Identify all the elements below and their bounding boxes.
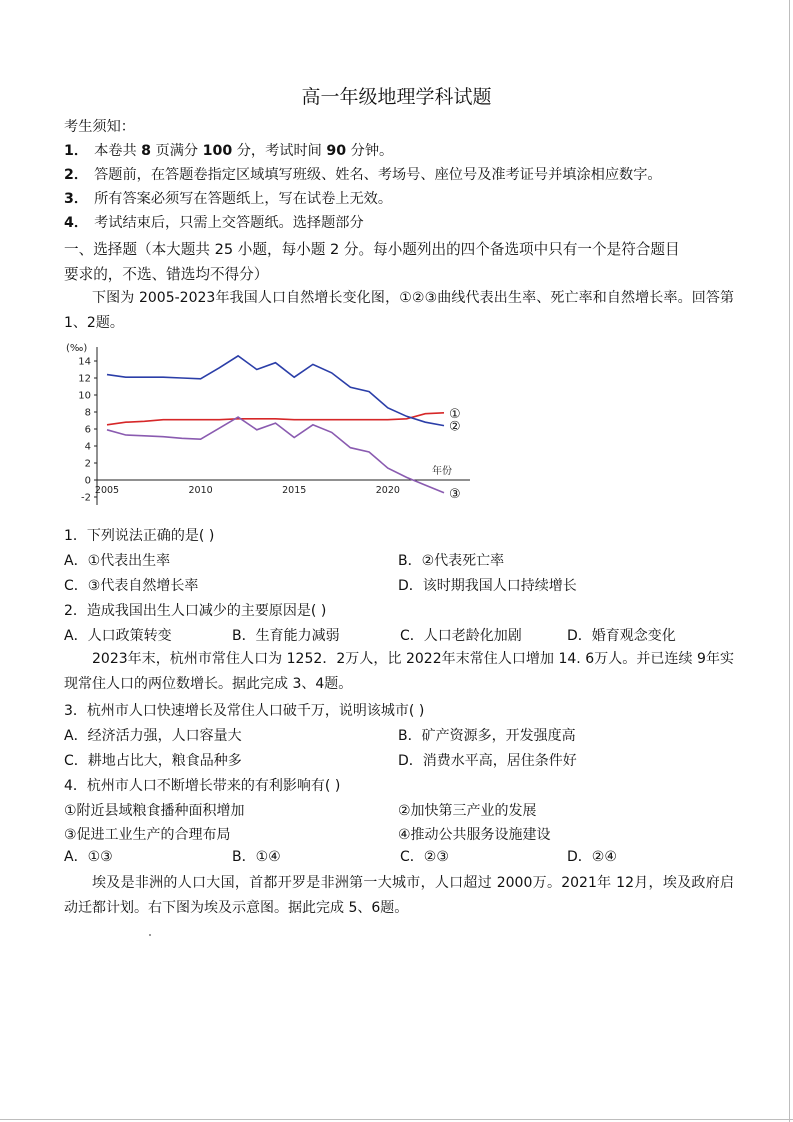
y-tick-label: 12 (78, 373, 91, 385)
question-3-option-d[interactable]: D．消费水平高，居住条件好 (398, 753, 577, 769)
x-axis-title: 年份 (432, 466, 452, 477)
y-tick-label: 10 (78, 390, 91, 402)
question-1-option-c[interactable]: C．③代表自然增长率 (64, 578, 199, 594)
question-4-option-c[interactable]: C．②③ (400, 849, 449, 865)
question-4-option-a[interactable]: A．①③ (64, 849, 113, 865)
question-2-option-c[interactable]: C．人口老龄化加剧 (400, 628, 522, 644)
notice-text: 答题前，在答题卷指定区域填写班级、姓名、考场号、座位号及准考证号并填涂相应数字。 (94, 167, 662, 183)
x-tick-label: 2005 (94, 485, 120, 496)
notice-text: 页满分 (151, 143, 203, 159)
section-heading-line2: 要求的，不选、错选均不得分） (64, 266, 269, 283)
y-tick-label: 2 (84, 458, 91, 470)
question-2-option-d[interactable]: D．婚育观念变化 (567, 628, 676, 644)
notice-item-3 (64, 188, 392, 208)
series-line-2 (107, 356, 444, 426)
question-4-option-b[interactable]: B．①④ (232, 849, 281, 865)
notice-item-1 (64, 140, 393, 160)
question-1-option-b[interactable]: B．②代表死亡率 (398, 553, 505, 569)
y-axis-unit-label: (‰) (66, 343, 88, 354)
notice-bold-value: 90 (326, 143, 347, 159)
x-tick-label: 2015 (282, 485, 307, 496)
intro-paragraph-1: 下图为 2005-2023年我国人口自然增长变化图，①②③曲线代表出生率、死亡率和自然增长率。回答第 1、2题。 (64, 290, 734, 331)
notice-text: 本卷共 (94, 143, 142, 159)
notice-text: 所有答案必须写在答题纸上，写在试卷上无效。 (94, 191, 393, 207)
notice-bold-value: 100 (202, 143, 233, 159)
y-tick-label: 14 (78, 356, 91, 368)
question-1-option-a[interactable]: A．①代表出生率 (64, 553, 171, 569)
question-4-statement-3: ③促进工业生产的合理布局 (64, 827, 231, 843)
series-label-2: ② (449, 419, 461, 435)
y-tick-label: -2 (81, 492, 91, 504)
notice-item-number: 3． (64, 191, 89, 207)
question-3-option-b[interactable]: B．矿产资源多，开发强度高 (398, 728, 576, 744)
question-4-stem: 4．杭州市人口不断增长带来的有利影响有( ) (64, 778, 341, 794)
intro-paragraph-2: 2023年末，杭州市常住人口为 1252．2万人，比 2022年末常住人口增加 14. 6万人。并已连续 9年实现常住人口的两位数增长。据此完成 3、4题。 (64, 651, 734, 692)
question-1-stem: 1．下列说法正确的是( ) (64, 528, 215, 544)
stray-mark (149, 934, 151, 936)
notice-heading: 考生须知： (64, 119, 135, 135)
question-3-option-a[interactable]: A．经济活力强，人口容量大 (64, 728, 242, 744)
notice-text: 考试结束后，只需上交答题纸。选择题部分 (94, 215, 364, 231)
question-4-statement-2: ②加快第三产业的发展 (398, 803, 537, 819)
series-label-3: ③ (449, 486, 461, 502)
population-growth-chart (60, 335, 470, 507)
y-tick-label: 0 (84, 475, 91, 487)
notice-item-number: 4． (64, 215, 89, 231)
question-4-statement-1: ①附近县域粮食播种面积增加 (64, 803, 245, 819)
question-2-option-b[interactable]: B．生育能力减弱 (232, 628, 340, 644)
notice-item-2 (64, 164, 662, 184)
x-tick-label: 2010 (188, 485, 213, 496)
page-edge-bottom (0, 1119, 793, 1120)
notice-item-4 (64, 212, 364, 232)
question-4-statement-4: ④推动公共服务设施建设 (398, 827, 551, 843)
intro-paragraph-3: 埃及是非洲的人口大国，首都开罗是非洲第一大城市，人口超过 2000万。2021年 12月，埃及政府启动迁都计划。右下图为埃及示意图。据此完成 5、6题。 (64, 875, 734, 916)
notice-item-number: 2． (64, 167, 89, 183)
question-1-option-d[interactable]: D．该时期我国人口持续增长 (398, 578, 577, 594)
notice-text: 分，考试时间 (232, 143, 327, 159)
section-heading-line1: 一、选择题（本大题共 25 小题，每小题 2 分。每小题列出的四个备选项中只有一个是符合题目 (64, 241, 680, 258)
question-3-option-c[interactable]: C．耕地占比大，粮食品种多 (64, 753, 242, 769)
y-tick-label: 4 (84, 441, 91, 453)
page-edge-right (789, 0, 790, 1122)
question-2-stem: 2．造成我国出生人口减少的主要原因是( ) (64, 603, 327, 619)
page-title: 高一年级地理学科试题 (301, 86, 492, 108)
notice-item-number: 1． (64, 143, 89, 159)
y-tick-label: 8 (84, 407, 91, 419)
question-4-option-d[interactable]: D．②④ (567, 849, 617, 865)
series-line-3 (107, 417, 444, 493)
x-tick-label: 2020 (375, 485, 400, 496)
notice-bold-value: 8 (141, 143, 152, 159)
y-tick-label: 6 (84, 424, 91, 436)
notice-text: 分钟。 (346, 143, 394, 159)
question-2-option-a[interactable]: A．人口政策转变 (64, 628, 172, 644)
question-3-stem: 3．杭州市人口快速增长及常住人口破千万，说明该城市( ) (64, 703, 425, 719)
series-label-1: ① (449, 406, 461, 422)
